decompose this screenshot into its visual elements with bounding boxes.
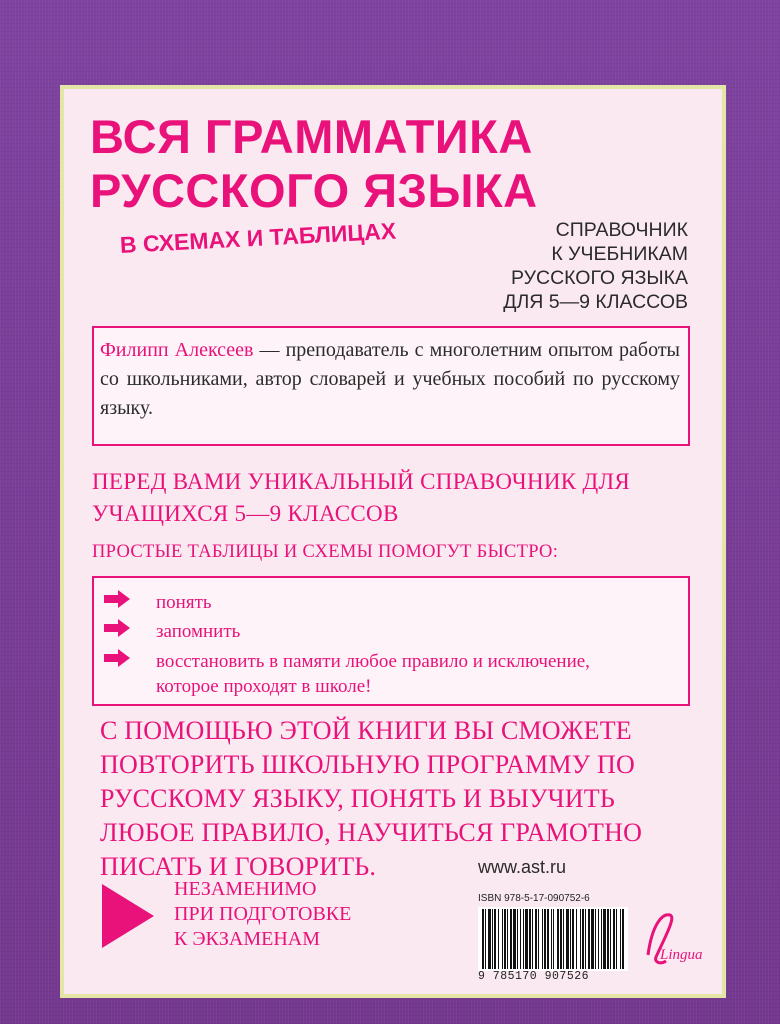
- list-item: [104, 590, 212, 615]
- barcode-bar: [598, 909, 599, 969]
- barcode-bar: [585, 909, 586, 969]
- barcode-bar: [591, 909, 594, 969]
- intro-simple: ПРОСТЫЕ ТАБЛИЦЫ И СХЕМЫ ПОМОГУТ БЫСТРО:: [92, 542, 559, 562]
- barcode-bar: [525, 909, 528, 969]
- barcode-bar: [613, 909, 615, 969]
- barcode-bar: [520, 909, 521, 969]
- barcode-bar: [488, 909, 491, 969]
- reference-line-2: К УЧЕБНИКАМ: [551, 243, 688, 265]
- barcode-bar: [510, 909, 512, 969]
- barcode-bar: [553, 909, 554, 969]
- barcode-bar: [576, 909, 577, 969]
- benefit-text: запомнить: [156, 621, 241, 642]
- exam-note: [174, 877, 351, 952]
- author-name: Филипп Алексеев: [100, 339, 254, 361]
- publisher-url: www.ast.ru: [478, 857, 567, 877]
- barcode-bar: [601, 909, 602, 969]
- intro-unique: ПЕРЕД ВАМИ УНИКАЛЬНЫЙ СПРАВОЧНИК ДЛЯ УЧАЩИХСЯ 5—9 КЛАССОВ: [92, 469, 631, 526]
- barcode-bar: [544, 909, 546, 969]
- barcode-bar: [498, 909, 499, 969]
- barcode-bar: [517, 909, 518, 969]
- barcode-bar: [523, 909, 524, 969]
- barcode-bar: [560, 909, 562, 969]
- barcode-bar: [588, 909, 590, 969]
- author-bio: — преподаватель с многолетним опытом работы со школьниками, автор словарей и учебных пособий по русскому языку.: [100, 339, 680, 419]
- barcode-bar: [603, 909, 606, 969]
- barcode-bar: [557, 909, 559, 969]
- benefit-text: восстановить в памяти любое правило и исключение, которое проходят в школе!: [156, 651, 590, 697]
- barcode-bar: [492, 909, 493, 969]
- barcode-bar: [507, 909, 508, 969]
- barcode-bar: [551, 909, 552, 969]
- barcode-bar: [563, 909, 564, 969]
- benefit-text: понять: [156, 592, 212, 613]
- lingua-logo: [636, 905, 706, 975]
- barcode-bar: [607, 909, 609, 969]
- arrow-right-icon: [104, 590, 148, 615]
- barcode-bar: [595, 909, 596, 969]
- exam-line-2: ПРИ ПОДГОТОВКЕ: [174, 903, 352, 925]
- subtitle: В СХЕМАХ И ТАБЛИЦАХ: [119, 217, 397, 258]
- barcode-bar: [485, 909, 486, 969]
- exam-line-3: К ЭКЗАМЕНАМ: [174, 928, 321, 950]
- barcode-bar: [482, 909, 484, 969]
- barcode: [478, 907, 628, 971]
- barcode-bar: [616, 909, 617, 969]
- reference-block: [503, 218, 688, 314]
- barcode-bar: [622, 909, 624, 969]
- list-item: [104, 649, 590, 697]
- arrow-right-icon: [104, 619, 148, 644]
- title-line-1: ВСЯ ГРАММАТИКА: [90, 110, 533, 163]
- barcode-bar: [620, 909, 621, 969]
- barcode-bar: [513, 909, 516, 969]
- list-item: [104, 619, 241, 644]
- barcode-bar: [532, 909, 533, 969]
- exam-line-1: НЕЗАМЕНИМО: [174, 878, 317, 900]
- barcode-bar: [582, 909, 584, 969]
- publisher-name: Lingua: [660, 947, 703, 963]
- arrow-right-icon: [104, 649, 148, 674]
- barcode-bar: [610, 909, 611, 969]
- barcode-bar: [535, 909, 537, 969]
- barcode-bar: [529, 909, 531, 969]
- reference-line-4: ДЛЯ 5—9 КЛАССОВ: [503, 291, 688, 313]
- isbn: ISBN 978-5-17-090752-6: [478, 893, 590, 904]
- barcode-bar: [570, 909, 571, 969]
- barcode-bar: [566, 909, 569, 969]
- play-triangle-icon: [102, 884, 154, 948]
- barcode-number: 9 785170 907526: [478, 970, 590, 983]
- book-title: [90, 110, 538, 218]
- barcode-bar: [572, 909, 574, 969]
- barcode-bar: [547, 909, 549, 969]
- reference-line-3: РУССКОГО ЯЗЫКА: [511, 267, 688, 289]
- barcode-bar: [538, 909, 539, 969]
- reference-line-1: СПРАВОЧНИК: [555, 219, 688, 241]
- barcode-bar: [494, 909, 496, 969]
- barcode-bar: [542, 909, 543, 969]
- author-description: [100, 336, 680, 423]
- barcode-bar: [502, 909, 503, 969]
- barcode-bar: [580, 909, 581, 969]
- book-description: С ПОМОЩЬЮ ЭТОЙ КНИГИ ВЫ СМОЖЕТЕ ПОВТОРИТЬ ШКОЛЬНУЮ ПРОГРАММУ ПО РУССКОМУ ЯЗЫКУ, ПОНЯТЬ И ВЫУЧИТЬ ЛЮБОЕ ПРАВИЛО, НАУЧИТЬСЯ ГРАМОТНО ПИСАТЬ И ГОВОРИТЬ.: [100, 716, 643, 881]
- title-line-2: РУССКОГО ЯЗЫКА: [90, 164, 538, 217]
- barcode-bar: [504, 909, 506, 969]
